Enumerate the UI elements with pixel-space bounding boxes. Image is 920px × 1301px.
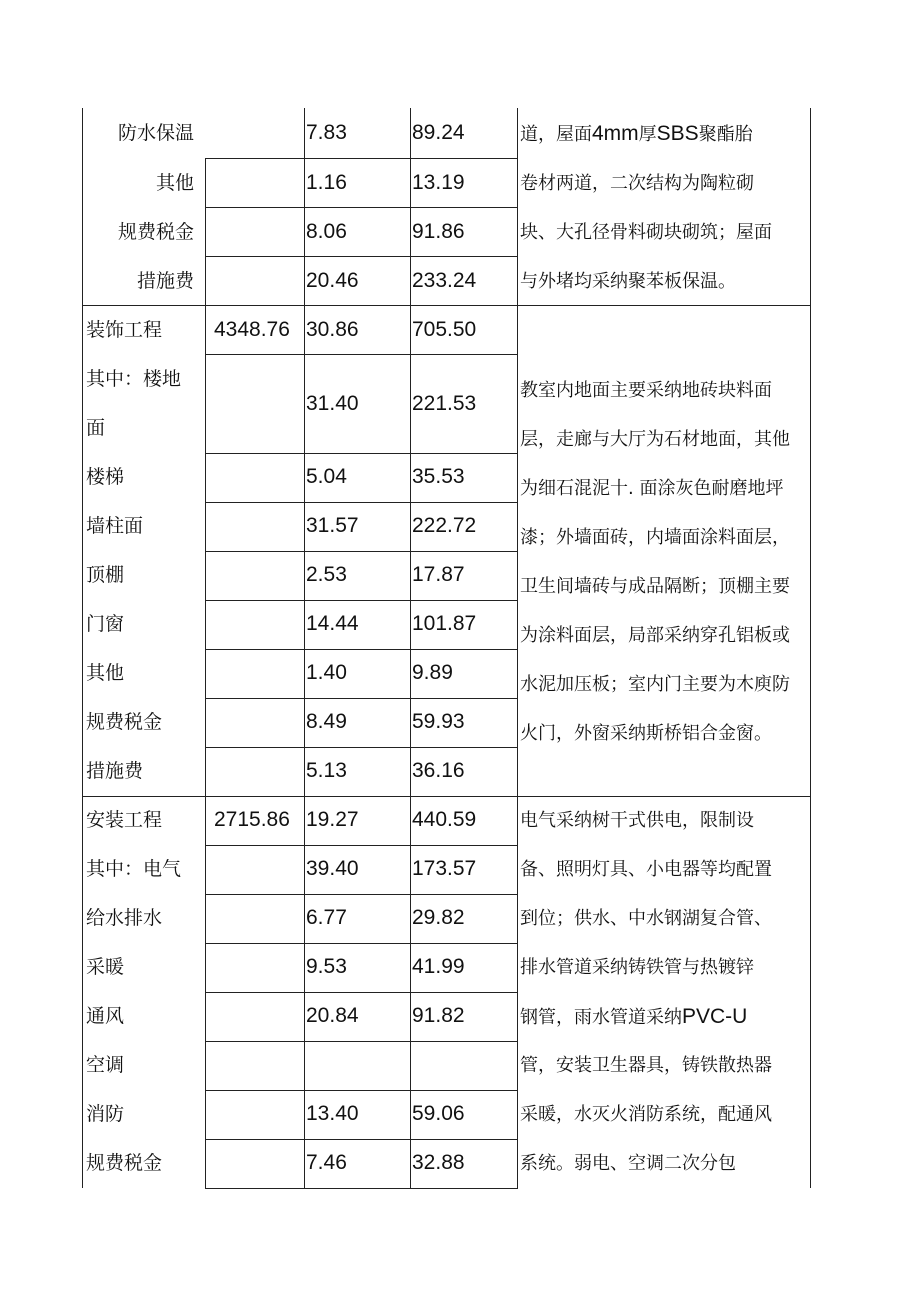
item-unit-cost: 17.87 xyxy=(412,563,465,586)
row-divider xyxy=(205,158,518,159)
item-name: 给水排水 xyxy=(86,907,163,929)
item-percent: 8.06 xyxy=(306,220,347,243)
row-divider xyxy=(205,354,518,355)
row-divider xyxy=(205,698,518,699)
section-divider xyxy=(82,796,811,797)
section-divider xyxy=(82,305,811,306)
row-divider xyxy=(205,502,518,503)
item-percent: 30.86 xyxy=(306,318,359,341)
item-unit-cost: 41.99 xyxy=(412,955,465,978)
item-unit-cost: 13.19 xyxy=(412,171,465,194)
item-percent: 1.40 xyxy=(306,661,347,684)
item-percent: 14.44 xyxy=(306,612,359,635)
item-percent: 2.53 xyxy=(306,563,347,586)
item-unit-cost: 705.50 xyxy=(412,318,477,341)
desc-text: 钢管，雨水管道采纳 xyxy=(520,1007,682,1028)
description-line: 系统。弱电、空调二次分包 xyxy=(520,1153,736,1174)
item-percent: 8.49 xyxy=(306,710,347,733)
row-divider xyxy=(205,649,518,650)
item-unit-cost: 101.87 xyxy=(412,612,477,635)
description-line: 备、照明灯具、小电器等均配置 xyxy=(520,859,772,880)
item-percent: 31.40 xyxy=(306,392,359,415)
item-unit-cost: 9.89 xyxy=(412,661,453,684)
row-divider xyxy=(205,551,518,552)
desc-text: SBS xyxy=(656,122,699,145)
description-line xyxy=(520,122,753,147)
item-name: 其中：楼地 xyxy=(86,368,182,390)
description-line: 卷材两道，二次结构为陶粒砌 xyxy=(520,173,754,194)
col-divider-1 xyxy=(205,158,206,305)
item-name: 通风 xyxy=(86,1005,125,1027)
row-divider xyxy=(205,1139,518,1140)
item-percent: 39.40 xyxy=(306,857,359,880)
description-line: 水泥加压板；室内门主要为木庾防 xyxy=(520,674,790,695)
section-name: 安装工程 xyxy=(86,809,163,831)
row-divider xyxy=(205,207,518,208)
desc-text: 聚酯胎 xyxy=(698,124,753,145)
item-percent: 20.46 xyxy=(306,269,359,292)
desc-text: PVC-U xyxy=(682,1005,748,1028)
description-line: 管，安装卫生器具，铸铁散热器 xyxy=(520,1055,772,1076)
row-divider xyxy=(205,894,518,895)
item-percent: 13.40 xyxy=(306,1102,359,1125)
desc-text: 4mm xyxy=(592,122,639,145)
item-name: 规费税金 xyxy=(86,711,163,733)
item-name: 措施费 xyxy=(137,270,195,292)
section-total-cost: 4348.76 xyxy=(214,318,290,341)
description-line: 块、大孔径骨料砌块砌筑；屋面 xyxy=(520,222,772,243)
row-divider xyxy=(205,747,518,748)
item-name: 其他 xyxy=(156,172,195,194)
item-percent: 6.77 xyxy=(306,906,347,929)
item-name: 防水保温 xyxy=(118,122,195,144)
row-divider xyxy=(205,992,518,993)
item-name: 墙柱面 xyxy=(86,515,144,537)
item-percent: 19.27 xyxy=(306,808,359,831)
item-name-cont: 面 xyxy=(86,417,106,439)
item-unit-cost: 440.59 xyxy=(412,808,477,831)
col-divider-2 xyxy=(304,108,305,1188)
description-line: 教室内地面主要采纳地砖块料面 xyxy=(520,380,772,401)
item-name: 消防 xyxy=(86,1103,125,1125)
row-divider xyxy=(205,453,518,454)
col-divider-3 xyxy=(410,108,411,1188)
row-divider xyxy=(205,256,518,257)
item-unit-cost: 221.53 xyxy=(412,392,477,415)
item-unit-cost: 36.16 xyxy=(412,759,465,782)
row-divider xyxy=(205,943,518,944)
description-line: 为涂料面层，局部采纳穿孔铝板或 xyxy=(520,625,790,646)
item-percent: 5.04 xyxy=(306,465,347,488)
item-unit-cost: 59.93 xyxy=(412,710,465,733)
row-divider xyxy=(205,845,518,846)
row-divider xyxy=(205,600,518,601)
item-name: 门窗 xyxy=(86,613,125,635)
item-name: 楼梯 xyxy=(86,466,125,488)
table-border-left xyxy=(82,108,83,1188)
item-unit-cost: 173.57 xyxy=(412,857,477,880)
item-name: 采暖 xyxy=(86,956,125,978)
item-percent: 9.53 xyxy=(306,955,347,978)
row-divider xyxy=(205,1041,518,1042)
description-line: 漆；外墙面砖，内墙面涂料面层， xyxy=(520,527,790,548)
description-line xyxy=(520,1005,747,1030)
item-unit-cost: 91.86 xyxy=(412,220,465,243)
item-name: 其他 xyxy=(86,662,125,684)
desc-text: 厚 xyxy=(638,124,657,145)
item-percent: 31.57 xyxy=(306,514,359,537)
desc-text: 道，屋面 xyxy=(520,124,592,145)
item-unit-cost: 35.53 xyxy=(412,465,465,488)
description-line: 与外堵均采纳聚苯板保温。 xyxy=(520,271,736,292)
item-name: 措施费 xyxy=(86,760,144,782)
description-line: 排水管道采纳铸铁管与热镀锌 xyxy=(520,957,754,978)
description-line: 采暖，水灭火消防系统，配通风 xyxy=(520,1104,772,1125)
item-unit-cost: 59.06 xyxy=(412,1102,465,1125)
item-name: 规费税金 xyxy=(86,1152,163,1174)
item-name: 其中：电气 xyxy=(86,858,182,880)
item-name: 空调 xyxy=(86,1054,125,1076)
item-percent: 5.13 xyxy=(306,759,347,782)
description-line: 卫生间墙砖与成品隔断；顶棚主要 xyxy=(520,576,790,597)
description-line: 层，走廊与大厅为石材地面，其他 xyxy=(520,429,790,450)
item-name: 顶棚 xyxy=(86,564,125,586)
item-percent: 7.46 xyxy=(306,1151,347,1174)
description-line: 为细石混泥十. 面涂灰色耐磨地坪 xyxy=(520,478,784,499)
table-border-right xyxy=(810,108,811,1188)
item-unit-cost: 91.82 xyxy=(412,1004,465,1027)
section-total-cost: 2715.86 xyxy=(214,808,290,831)
item-unit-cost: 32.88 xyxy=(412,1151,465,1174)
item-percent: 20.84 xyxy=(306,1004,359,1027)
item-name: 规费税金 xyxy=(118,221,195,243)
description-line: 到位；供水、中水钢湖复合管、 xyxy=(520,908,772,929)
description-line: 电气采纳树干式供电，限制设 xyxy=(520,810,754,831)
col-divider-4 xyxy=(517,108,518,1188)
item-percent: 1.16 xyxy=(306,171,347,194)
table-bottom xyxy=(205,1188,518,1189)
item-unit-cost: 89.24 xyxy=(412,121,465,144)
row-divider xyxy=(205,1090,518,1091)
section-name: 装饰工程 xyxy=(86,319,163,341)
item-unit-cost: 222.72 xyxy=(412,514,477,537)
description-line: 火门，外窗采纳斯桥铝合金窗。 xyxy=(520,723,772,744)
item-unit-cost: 233.24 xyxy=(412,269,477,292)
item-percent: 7.83 xyxy=(306,121,347,144)
item-unit-cost: 29.82 xyxy=(412,906,465,929)
